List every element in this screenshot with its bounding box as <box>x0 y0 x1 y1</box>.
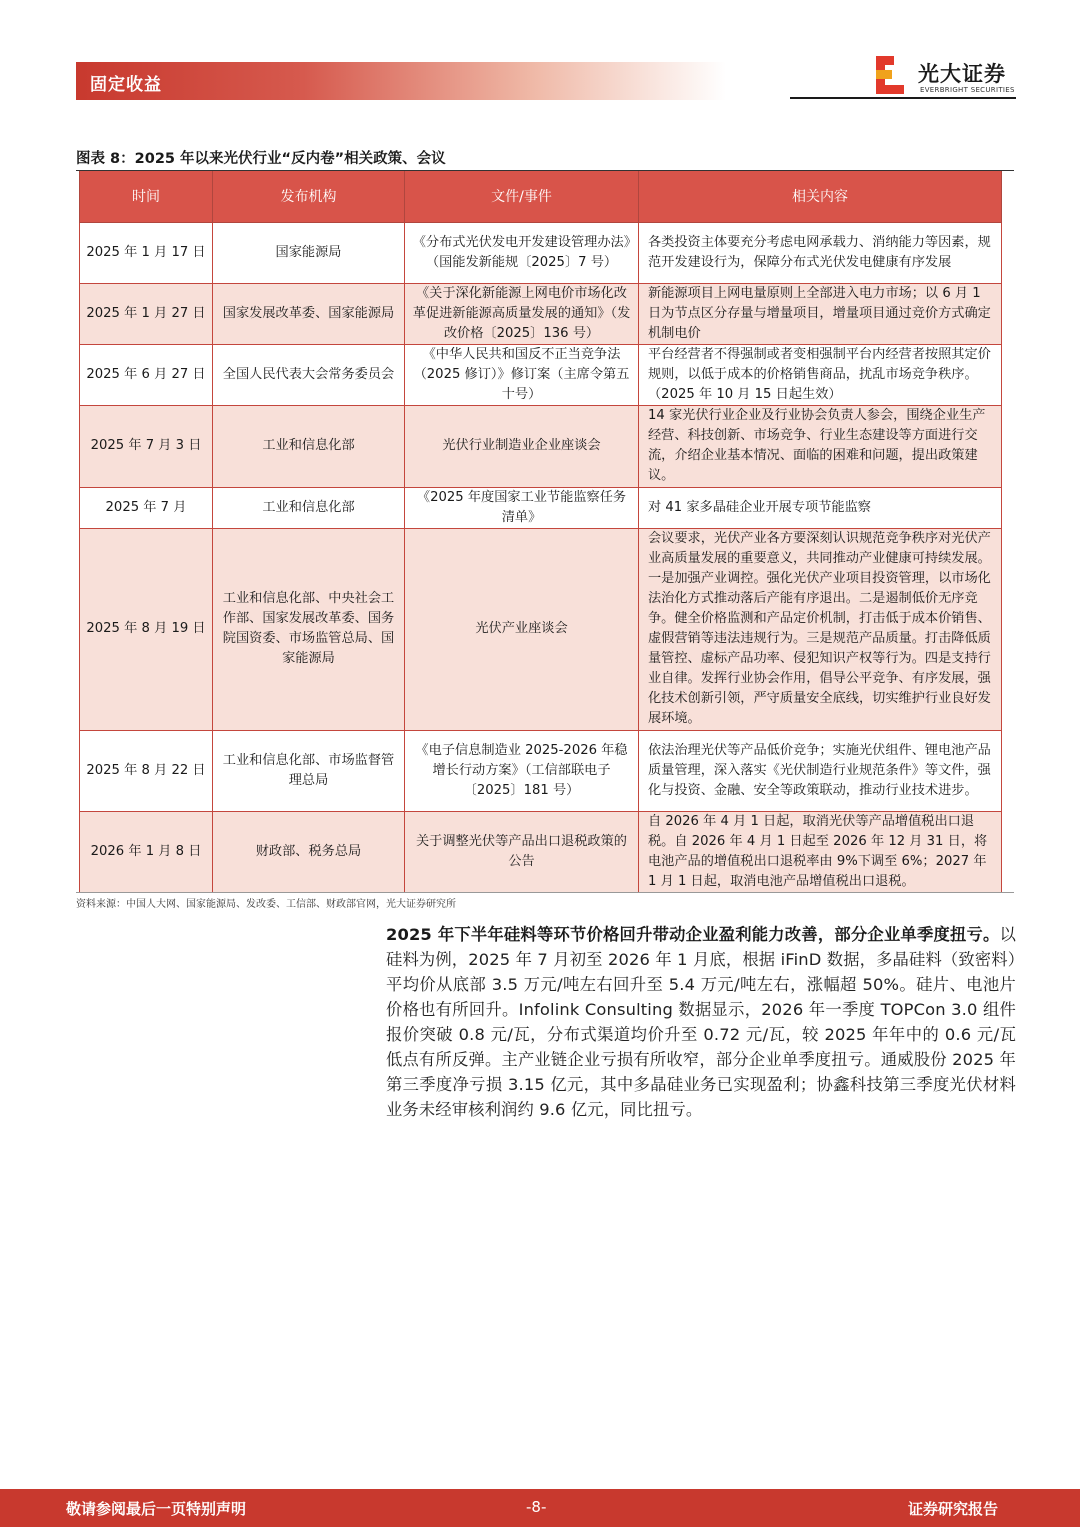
cell-org: 国家能源局 <box>213 222 405 283</box>
cell-content: 各类投资主体要充分考虑电网承载力、消纳能力等因素，规范开发建设行为，保障分布式光伏发电健康有序发展 <box>639 222 1002 283</box>
cell-doc: 《2025 年度国家工业节能监察任务清单》 <box>405 487 639 528</box>
cell-time: 2025 年 7 月 <box>80 487 213 528</box>
cell-time: 2026 年 1 月 8 日 <box>80 811 213 892</box>
cell-doc: 《中华人民共和国反不正当竞争法（2025 修订）》修订案（主席令第五十号） <box>405 344 639 405</box>
cell-content: 14 家光伏行业企业及行业协会负责人参会，围绕企业生产经营、科技创新、市场竞争、行业生态建设等方面进行交流，介绍企业基本情况、面临的困难和问题，提出政策建议。 <box>639 405 1002 487</box>
logo-text-en: EVERBRIGHT SECURITIES <box>920 86 1015 94</box>
cell-org: 工业和信息化部 <box>213 487 405 528</box>
header-rule <box>790 97 1016 99</box>
figure-caption: 图表 8：2025 年以来光伏行业“反内卷”相关政策、会议 <box>76 151 446 167</box>
cell-content: 会议要求，光伏产业各方要深刻认识规范竞争秩序对光伏产业高质量发展的重要意义，共同推动产业健康可持续发展。一是加强产业调控。强化光伏产业项目投资管理，以市场化法治化方式推动落后产能有序退出。二是遏制低价无序竞争。健全价格监测和产品定价机制，打击低于成本价销售、虚假营销等违法违规行为。三是规范产品质量。打击降低质量管控、虚标产品功率、侵犯知识产权等行为。四是支持行业自律。发挥行业协会作用，倡导公平竞争、有序发展，强化技术创新引领，严守质量安全底线，切实维护行业良好发展环境。 <box>639 528 1002 730</box>
cell-doc: 《关于深化新能源上网电价市场化改革促进新能源高质量发展的通知》（发改价格〔2025〕136 号） <box>405 283 639 344</box>
table-row <box>80 283 1002 344</box>
cell-org: 工业和信息化部、市场监督管理总局 <box>213 730 405 811</box>
section-title: 固定收益 <box>90 75 162 95</box>
cell-org: 全国人民代表大会常务委员会 <box>213 344 405 405</box>
footer-disclaimer: 敬请参阅最后一页特别声明 <box>66 1500 247 1518</box>
cell-time: 2025 年 8 月 19 日 <box>80 528 213 730</box>
page-number: -8- <box>526 1498 547 1516</box>
cell-time: 2025 年 1 月 27 日 <box>80 283 213 344</box>
table-row <box>80 487 1002 528</box>
table-row <box>80 730 1002 811</box>
col-header-doc: 文件/事件 <box>405 171 639 222</box>
cell-content: 自 2026 年 4 月 1 日起，取消光伏等产品增值税出口退税。自 2026 年 4 月 1 日起至 2026 年 12 月 31 日，将电池产品的增值税出口退税率由 9%下调至 6%；2027 年 1 月 1 日起，取消电池产品增值税出口退税。 <box>639 811 1002 892</box>
body-text: 以硅料为例，2025 年 7 月初至 2026 年 1 月底，根据 iFinD 数据，多晶硅料（致密料）平均价从底部 3.5 万元/吨左右回升至 5.4 万元/吨左右，涨幅超 50%。硅片、电池片价格也有所回升。Infolink Consulting 数据显示，2026 年一季度 TOPCon 3.0 组件报价突破 0.8 元/瓦，分布式渠道均价升至 0.72 元/瓦，较 2025 年年中的 0.6 元/瓦低点有所反弹。主产业链企业亏损有所收窄，部分企业单季度扭亏。通威股份 2025 年第三季度净亏损 3.15 亿元，其中多晶硅业务已实现盈利；协鑫科技第三季度光伏材料业务未经审核利润约 9.6 亿元，同比扭亏。 <box>386 925 1016 1119</box>
cell-org: 财政部、税务总局 <box>213 811 405 892</box>
cell-org: 国家发展改革委、国家能源局 <box>213 283 405 344</box>
table-row <box>80 811 1002 892</box>
cell-time: 2025 年 7 月 3 日 <box>80 405 213 487</box>
cell-time: 2025 年 6 月 27 日 <box>80 344 213 405</box>
table-row <box>80 344 1002 405</box>
cell-time: 2025 年 1 月 17 日 <box>80 222 213 283</box>
cell-doc: 光伏行业制造业企业座谈会 <box>405 405 639 487</box>
policy-table <box>79 171 1002 893</box>
cell-org: 工业和信息化部、中央社会工作部、国家发展改革委、国务院国资委、市场监管总局、国家能源局 <box>213 528 405 730</box>
cell-content: 新能源项目上网电量原则上全部进入电力市场；以 6 月 1 日为节点区分存量与增量项目，增量项目通过竞价方式确定机制电价 <box>639 283 1002 344</box>
table-row <box>80 405 1002 487</box>
col-header-time: 时间 <box>80 171 213 222</box>
cell-content: 平台经营者不得强制或者变相强制平台内经营者按照其定价规则，以低于成本的价格销售商品，扰乱市场竞争秩序。（2025 年 10 月 15 日起生效） <box>639 344 1002 405</box>
table-source-note: 资料来源：中国人大网、国家能源局、发改委、工信部、财政部官网，光大证券研究所 <box>76 899 456 910</box>
logo-text-cn: 光大证券 <box>918 62 1006 86</box>
table-row <box>80 528 1002 730</box>
cell-content: 依法治理光伏等产品低价竞争；实施光伏组件、锂电池产品质量管理，深入落实《光伏制造行业规范条件》等文件，强化与投资、金融、安全等政策联动，推动行业技术进步。 <box>639 730 1002 811</box>
header-band <box>76 62 726 100</box>
body-lead-sentence: 2025 年下半年硅料等环节价格回升带动企业盈利能力改善，部分企业单季度扭亏。 <box>386 925 1000 944</box>
table-row <box>80 222 1002 283</box>
col-header-org: 发布机构 <box>213 171 405 222</box>
source-rule <box>76 892 1014 893</box>
col-header-content: 相关内容 <box>639 171 1002 222</box>
cell-doc: 《电子信息制造业 2025-2026 年稳增长行动方案》（工信部联电子〔2025〕181 号） <box>405 730 639 811</box>
cell-doc: 《分布式光伏发电开发建设管理办法》（国能发新能规〔2025〕7 号） <box>405 222 639 283</box>
body-paragraph <box>386 922 1016 1122</box>
cell-doc: 光伏产业座谈会 <box>405 528 639 730</box>
cell-doc: 关于调整光伏等产品出口退税政策的公告 <box>405 811 639 892</box>
footer-report-type: 证券研究报告 <box>908 1500 999 1518</box>
cell-org: 工业和信息化部 <box>213 405 405 487</box>
table-header-row <box>80 171 1002 222</box>
everbright-logo-icon <box>874 56 910 94</box>
cell-time: 2025 年 8 月 22 日 <box>80 730 213 811</box>
cell-content: 对 41 家多晶硅企业开展专项节能监察 <box>639 487 1002 528</box>
